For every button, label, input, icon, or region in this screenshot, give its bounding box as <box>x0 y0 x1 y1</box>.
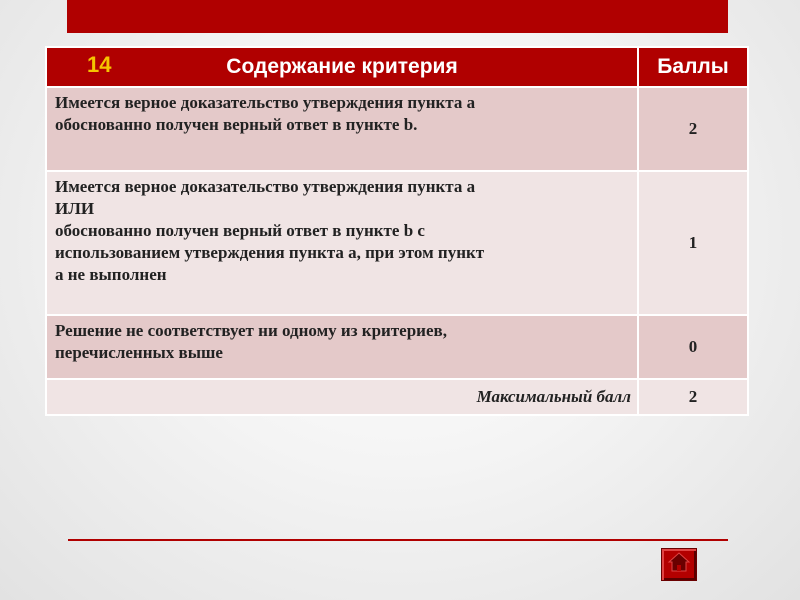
points-cell: 1 <box>638 171 748 315</box>
bottom-divider <box>68 539 728 541</box>
criteria-header <box>46 47 638 87</box>
criteria-line: Имеется верное доказательство утверждения пункта а <box>55 177 476 196</box>
criteria-cell <box>46 87 638 171</box>
criteria-line: обоснованно получен верный ответ в пункте b. <box>55 115 418 134</box>
points-cell: 0 <box>638 315 748 379</box>
criteria-header-label: Содержание критерия <box>226 55 458 78</box>
home-button[interactable] <box>661 548 697 581</box>
criteria-line: Решение не соответствует ни одному из критериев, <box>55 321 447 340</box>
criteria-line: Имеется верное доказательство утверждения пункта а <box>55 93 476 112</box>
criteria-line: перечисленных выше <box>55 343 223 362</box>
top-decor-bar <box>67 0 728 33</box>
table-row <box>46 171 748 315</box>
criteria-cell <box>46 315 638 379</box>
home-icon <box>667 551 691 578</box>
criteria-line: ИЛИ <box>55 199 95 218</box>
total-row <box>46 379 748 415</box>
points-header: Баллы <box>638 47 748 87</box>
criteria-line: а не выполнен <box>55 265 167 284</box>
table-row <box>46 315 748 379</box>
criteria-table <box>45 46 749 416</box>
table-row <box>46 87 748 171</box>
task-number: 14 <box>87 52 112 77</box>
criteria-line: обоснованно получен верный ответ в пункте b с <box>55 221 425 240</box>
max-score-label: Максимальный балл <box>46 379 638 415</box>
table-header-row <box>46 47 748 87</box>
criteria-line: использованием утверждения пункта а, при этом пункт <box>55 243 485 262</box>
max-score-value: 2 <box>638 379 748 415</box>
points-cell: 2 <box>638 87 748 171</box>
criteria-cell <box>46 171 638 315</box>
